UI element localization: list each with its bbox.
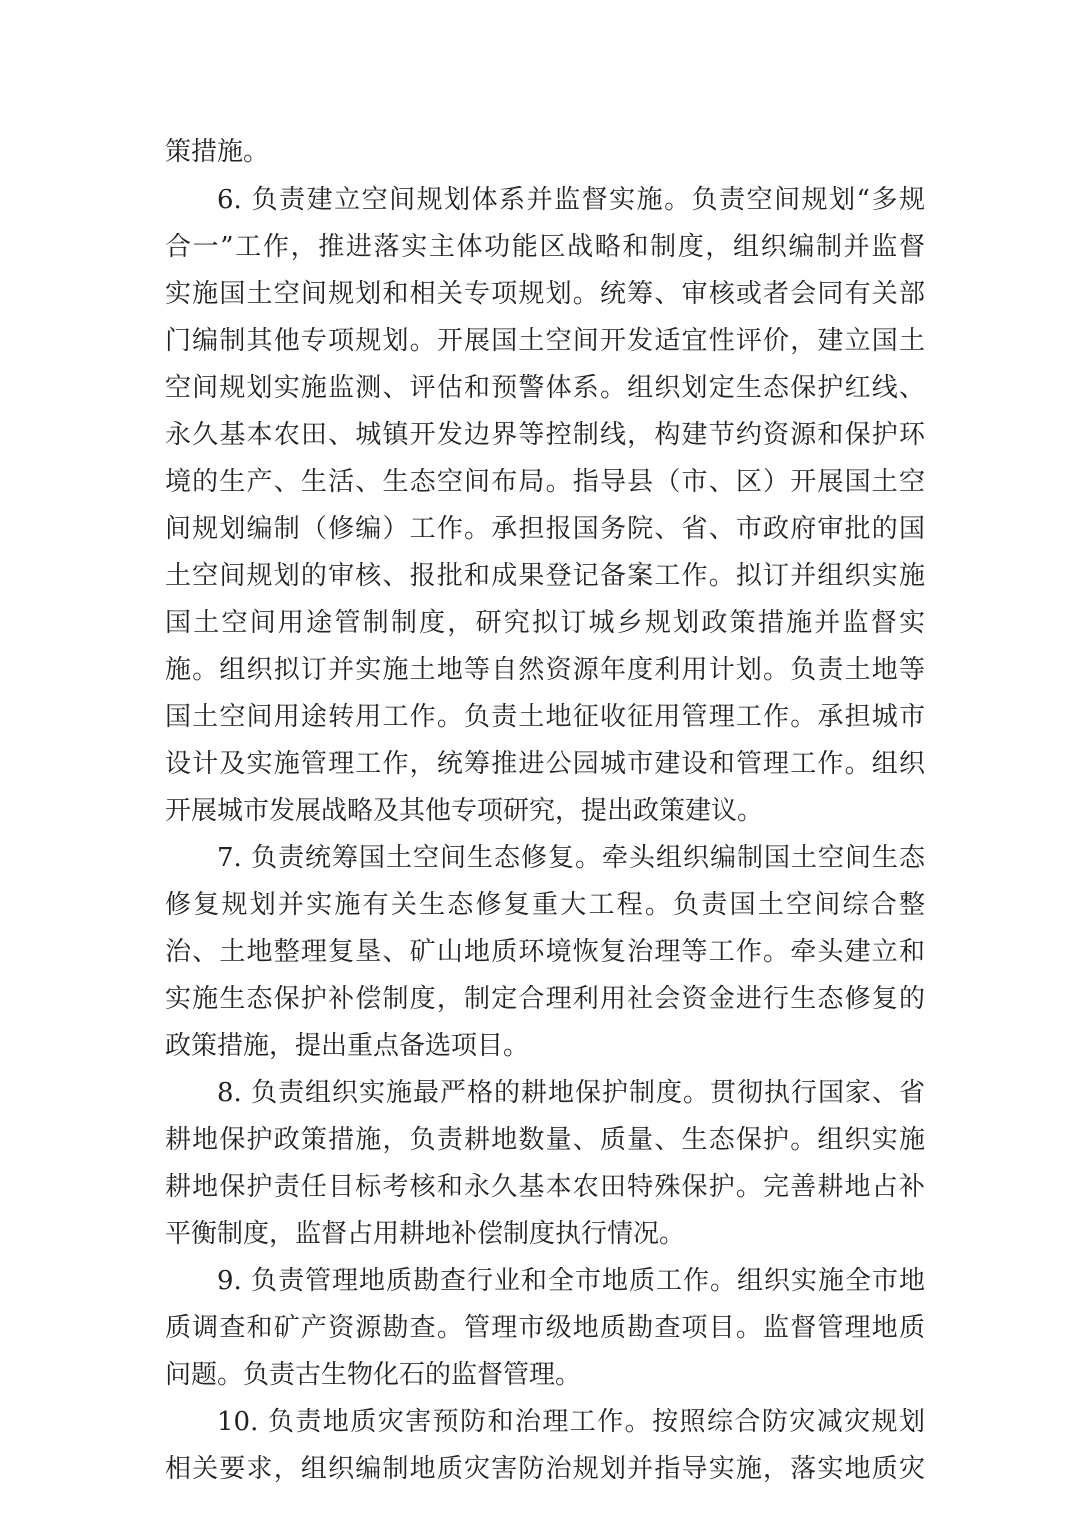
text-line: 实施生态保护补偿制度，制定合理利用社会资金进行生态修复的 — [165, 984, 925, 1014]
text-line: 实施国土空间规划和相关专项规划。统筹、审核或者会同有关部 — [165, 279, 925, 309]
text-line: 治、土地整理复垦、矿山地质环境恢复治理等工作。牵头建立和 — [165, 937, 925, 967]
paragraph-10-start: 10. 负责地质灾害预防和治理工作。按照综合防灾减灾规划 — [217, 1407, 925, 1437]
text-line: 国土空间用途管制制度，研究拟订城乡规划政策措施并监督实 — [165, 608, 925, 638]
text-line: 修复规划并实施有关生态修复重大工程。负责国土空间综合整 — [165, 890, 925, 920]
text-line: 合一”工作，推进落实主体功能区战略和制度，组织编制并监督 — [165, 232, 925, 262]
text-line: 施。组织拟订并实施土地等自然资源年度利用计划。负责土地等 — [165, 655, 925, 685]
text-line: 间规划编制（修编）工作。承担报国务院、省、市政府审批的国 — [165, 514, 925, 544]
text-line: 策措施。 — [165, 137, 270, 167]
text-line: 质调查和矿产资源勘查。管理市级地质勘查项目。监督管理地质 — [165, 1313, 925, 1343]
text-line: 政策措施，提出重点备选项目。 — [165, 1031, 530, 1061]
paragraph-6-start: 6. 负责建立空间规划体系并监督实施。负责空间规划“多规 — [217, 185, 925, 215]
paragraph-9-start: 9. 负责管理地质勘查行业和全市地质工作。组织实施全市地 — [217, 1266, 925, 1296]
text-line: 空间规划实施监测、评估和预警体系。组织划定生态保护红线、 — [165, 373, 925, 403]
text-line: 境的生产、生活、生态空间布局。指导县（市、区）开展国土空 — [165, 467, 925, 497]
paragraph-8-start: 8. 负责组织实施最严格的耕地保护制度。贯彻执行国家、省 — [217, 1078, 925, 1108]
text-line: 平衡制度，监督占用耕地补偿制度执行情况。 — [165, 1219, 686, 1249]
text-line: 问题。负责古生物化石的监督管理。 — [165, 1360, 582, 1390]
text-line: 耕地保护责任目标考核和永久基本农田特殊保护。完善耕地占补 — [165, 1172, 925, 1202]
text-line: 相关要求，组织编制地质灾害防治规划并指导实施，落实地质灾 — [165, 1454, 925, 1484]
text-line: 耕地保护政策措施，负责耕地数量、质量、生态保护。组织实施 — [165, 1125, 925, 1155]
text-line: 永久基本农田、城镇开发边界等控制线，构建节约资源和保护环 — [165, 420, 925, 450]
text-line: 门编制其他专项规划。开展国土空间开发适宜性评价，建立国土 — [165, 326, 925, 356]
text-line: 土空间规划的审核、报批和成果登记备案工作。拟订并组织实施 — [165, 561, 925, 591]
text-line: 开展城市发展战略及其他专项研究，提出政策建议。 — [165, 796, 764, 826]
paragraph-7-start: 7. 负责统筹国土空间生态修复。牵头组织编制国土空间生态 — [217, 843, 925, 873]
text-line: 设计及实施管理工作，统筹推进公园城市建设和管理工作。组织 — [165, 749, 925, 779]
text-line: 国土空间用途转用工作。负责土地征收征用管理工作。承担城市 — [165, 702, 925, 732]
